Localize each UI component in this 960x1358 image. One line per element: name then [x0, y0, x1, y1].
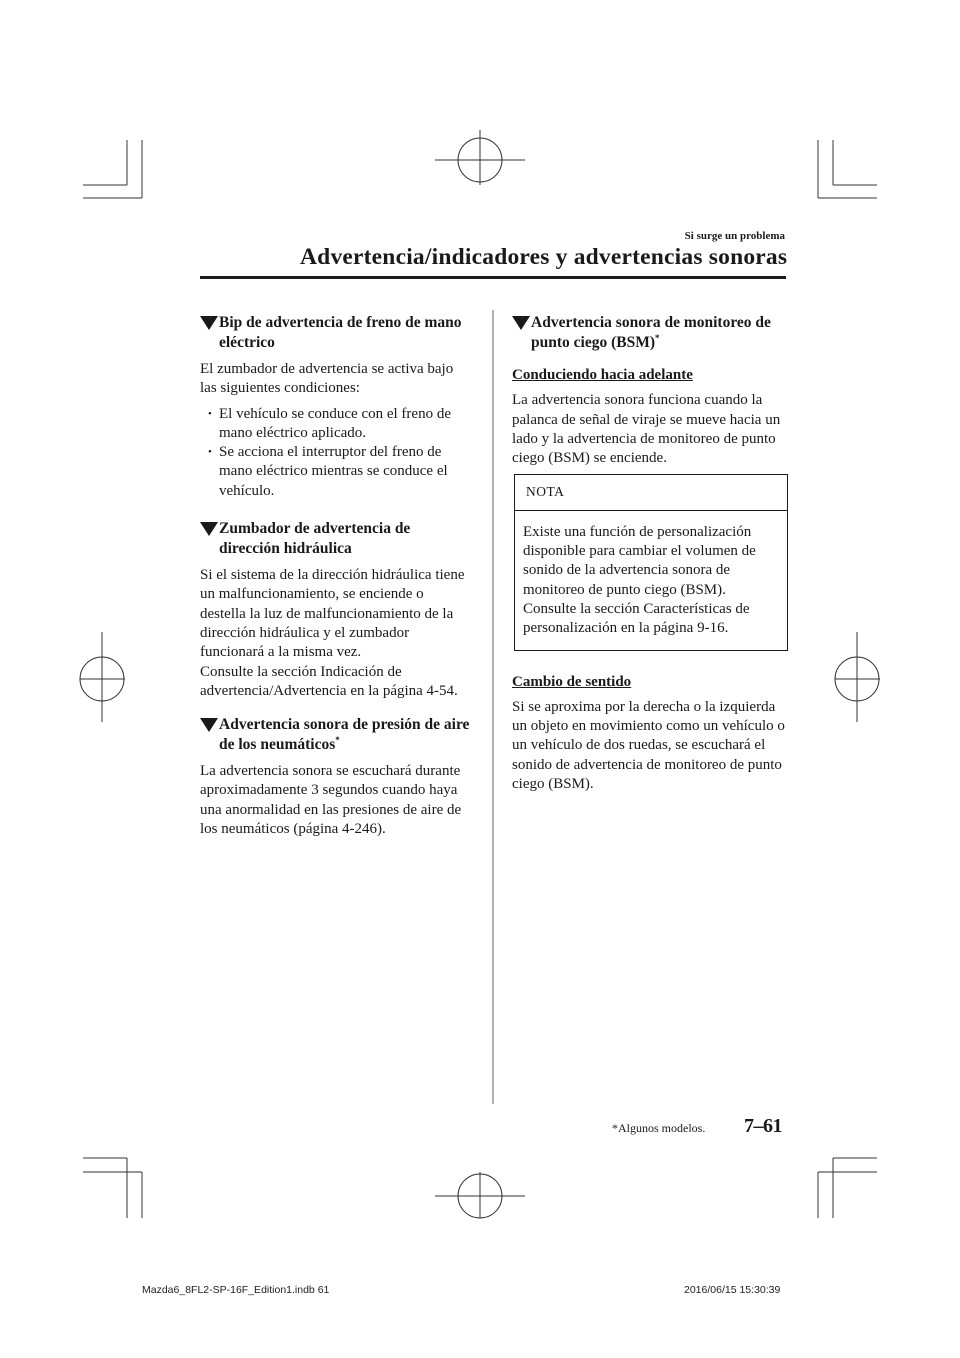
left-column	[200, 313, 472, 845]
section-heading: Bip de advertencia de freno de mano eléctrico	[200, 313, 472, 352]
list-item: • Se acciona el interruptor del freno de mano eléctrico mientras se conduce el vehículo.	[211, 443, 472, 501]
paragraph: La advertencia sonora se escuchará durante aproximadamente 3 segundos cuando haya una anormalidad en las presiones de aire de los neumáticos (página 4-246).	[200, 763, 462, 838]
section-heading: Advertencia sonora de presión de aire de los neumáticos*	[200, 715, 472, 754]
paragraph: La advertencia sonora funciona cuando la palanca de señal de viraje se mueve hacia un lado y la advertencia de monitoreo de punto ciego (BSM) se enciende.	[512, 392, 781, 467]
asterisk-mark: *	[335, 734, 340, 745]
section-label: Si surge un problema	[684, 230, 785, 242]
right-column	[512, 313, 788, 800]
triangle-down-icon	[512, 316, 530, 330]
triangle-down-icon	[200, 718, 218, 732]
header-rule	[200, 276, 786, 279]
subheading: Cambio de sentido	[512, 673, 632, 690]
page-title: Advertencia/indicadores y advertencias sonoras	[300, 244, 788, 270]
page-number: 7–61	[744, 1115, 782, 1137]
asterisk-mark: *	[655, 332, 660, 343]
print-slug-date: 2016/06/15 15:30:39	[684, 1284, 781, 1296]
triangle-down-icon	[200, 522, 218, 536]
cross-reference: Consulte la sección Indicación de advertencia/Advertencia en la página 4-54.	[200, 663, 458, 699]
bullet-list	[211, 405, 472, 501]
note-box	[514, 474, 788, 650]
section-heading: Zumbador de advertencia de dirección hidráulica	[200, 519, 472, 558]
note-title: NOTA	[515, 475, 787, 510]
footnote: *Algunos modelos.	[612, 1121, 706, 1135]
list-item: • El vehículo se conduce con el freno de mano eléctrico aplicado.	[211, 405, 472, 444]
subheading: Conduciendo hacia adelante	[512, 367, 693, 383]
print-slug-file: Mazda6_8FL2-SP-16F_Edition1.indb 61	[142, 1284, 330, 1296]
triangle-down-icon	[200, 316, 218, 330]
note-body: Existe una función de personalización disponible para cambiar el volumen de sonido de la advertencia sonora de monitoreo de punto ciego (BSM). Consulte la sección Características de personalización en la página 9-16.	[523, 523, 756, 637]
paragraph: Si se aproxima por la derecha o la izquierda un objeto en movimiento como un vehículo o un vehículo de dos ruedas, se escuchará el sonido de advertencia de monitoreo de punto ciego (BSM).	[512, 698, 785, 793]
paragraph: Si el sistema de la dirección hidráulica tiene un malfuncionamiento, se enciende o destella la luz de malfuncionamiento de la dirección hidráulica y el zumbador funcionará a la misma vez.	[200, 567, 465, 661]
section-heading: Advertencia sonora de monitoreo de punto ciego (BSM)*	[512, 313, 788, 352]
paragraph: El zumbador de advertencia se activa bajo las siguientes condiciones:	[200, 361, 454, 397]
